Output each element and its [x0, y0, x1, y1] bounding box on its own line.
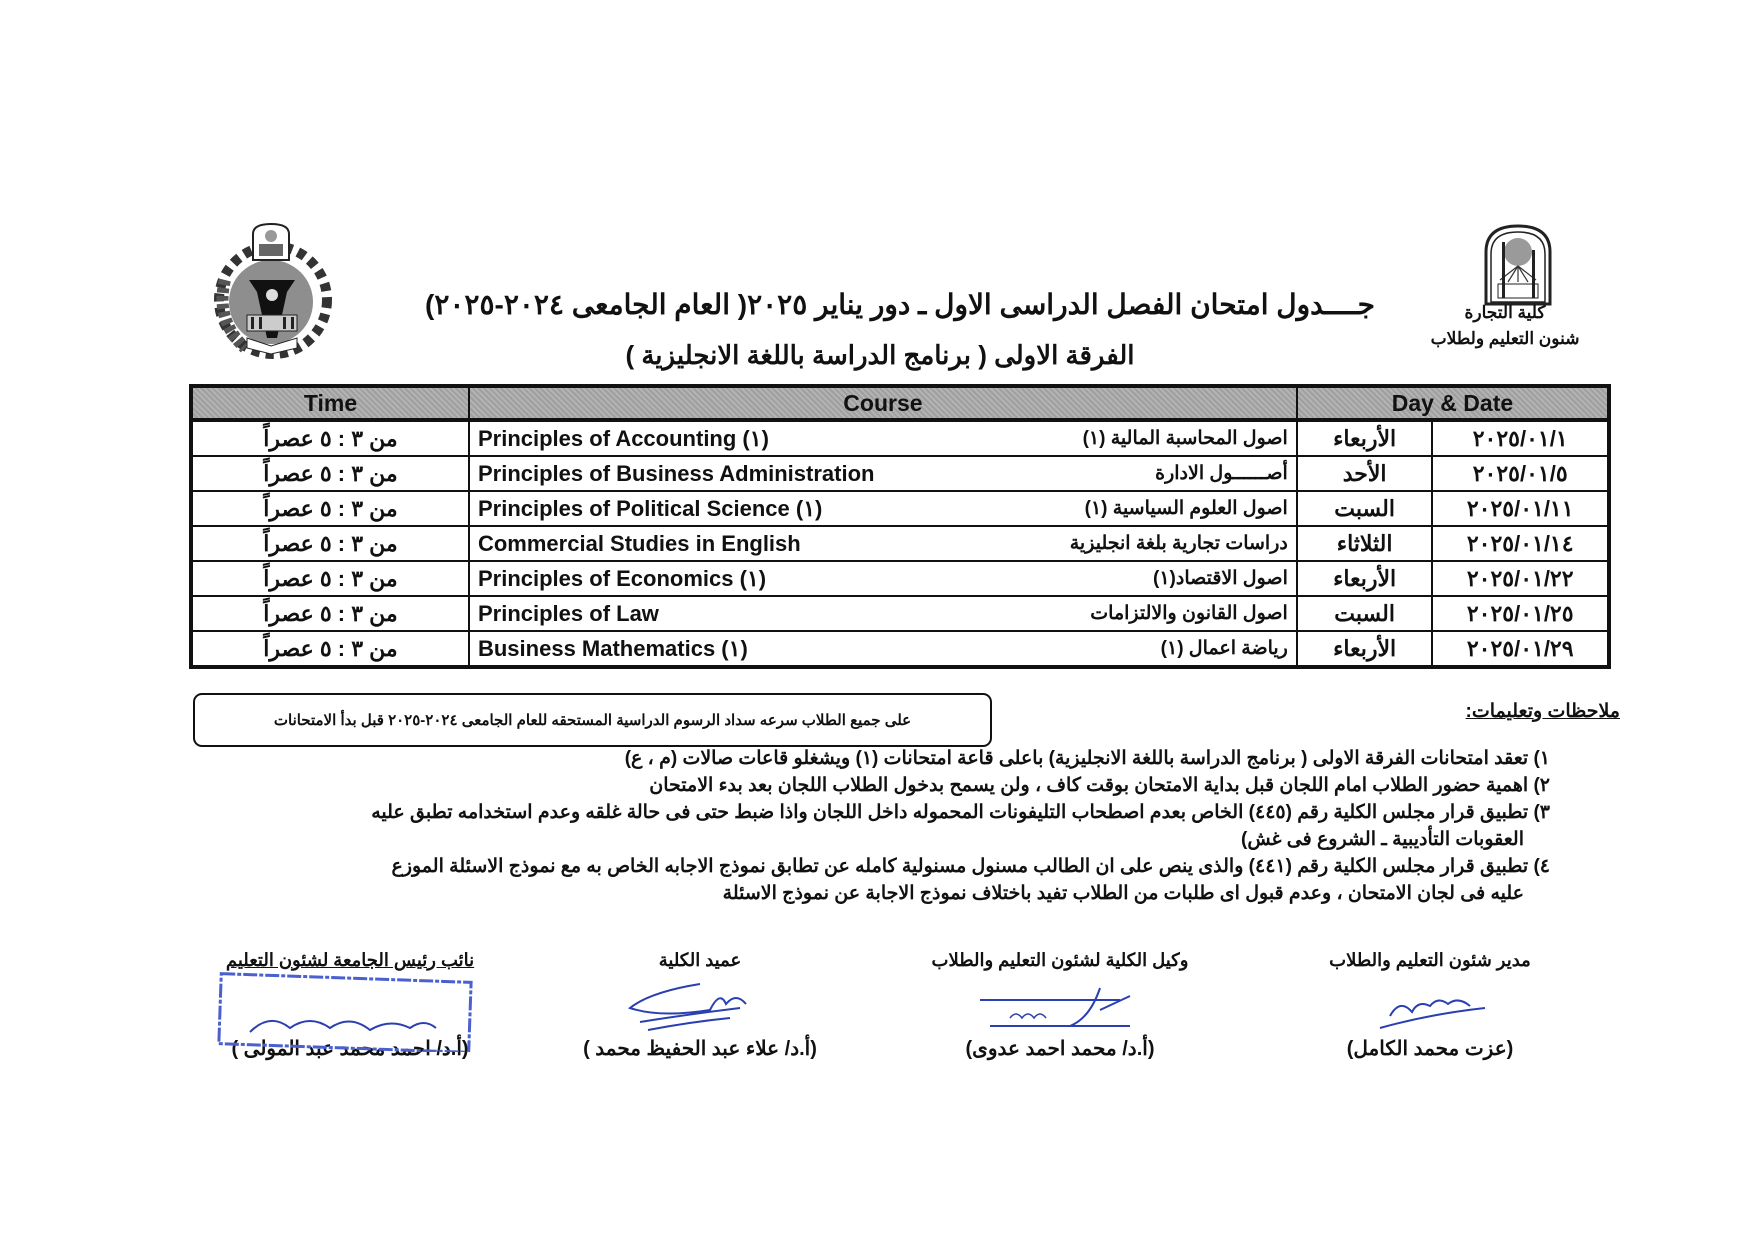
course-name-arabic: اصول القانون والالتزامات — [1090, 603, 1288, 624]
course-name-arabic: اصول الاقتصاد(١) — [1153, 568, 1288, 589]
cell-time: من ٣ : ٥ عصراً — [191, 420, 469, 456]
table-row — [191, 491, 1609, 526]
handwritten-signature-icon — [900, 978, 1220, 1038]
signature-name: (أ.د/ علاء عبد الحفيظ محمد ) — [583, 1038, 817, 1060]
course-name-english: Principles of Law — [477, 600, 659, 626]
table-row — [191, 596, 1609, 631]
course-name-arabic: دراسات تجارية بلغة انجليزية — [1069, 533, 1288, 554]
header-day-date: Day & Date — [1297, 386, 1609, 420]
note-text: تطبيق قرار مجلس الكلية رقم (٤٤١) والذى ينص على ان الطالب مسنول مسنولية كامله عن تطابق نموذج الاجابه الخاص به مع نموذج الاسئلة الموزع — [391, 856, 1529, 877]
cell-course — [469, 561, 1297, 596]
signature-name: (أ.د/ محمد احمد عدوى) — [965, 1038, 1155, 1060]
faculty-name: كلية التجارة — [1464, 303, 1546, 322]
cell-time: من ٣ : ٥ عصراً — [191, 491, 469, 526]
course-name-arabic: اصول المحاسبة المالية (١) — [1082, 428, 1288, 449]
header-course: Course — [469, 386, 1297, 420]
note-text: عليه فى لجان الامتحان ، وعدم قبول اى طلبات من الطلاب تفيد باختلاف نموذج الاجابة عن نموذج الاسئلة — [722, 883, 1524, 904]
note-number: ٢) — [1533, 775, 1550, 796]
cell-day: السبت — [1297, 491, 1433, 526]
table-row — [191, 456, 1609, 491]
page-title: جــــدول امتحان الفصل الدراسى الاول ـ دور يناير ٢٠٢٥( العام الجامعى ٢٠٢٤-٢٠٢٥) — [425, 289, 1375, 320]
cell-date: ٢٠٢٥/٠١/١ — [1432, 420, 1609, 456]
cell-course — [469, 526, 1297, 561]
official-stamp-icon — [190, 972, 510, 1052]
handwritten-signature-icon — [1270, 978, 1590, 1038]
cell-date: ٢٠٢٥/٠١/١٤ — [1432, 526, 1609, 561]
note-line — [190, 826, 1550, 853]
handwritten-signature-icon — [540, 978, 860, 1038]
cell-date: ٢٠٢٥/٠١/١١ — [1432, 491, 1609, 526]
cell-course — [469, 491, 1297, 526]
signature-role: نائب رئيس الجامعة لشئون التعليم — [225, 950, 475, 970]
faculty-block — [1390, 300, 1620, 352]
note-line — [190, 853, 1550, 880]
cell-time: من ٣ : ٥ عصراً — [191, 561, 469, 596]
note-line — [190, 745, 1550, 772]
exam-schedule-table — [189, 384, 1611, 669]
cell-time: من ٣ : ٥ عصراً — [191, 456, 469, 491]
header-time: Time — [191, 386, 469, 420]
signature-role: عميد الكلية — [658, 950, 742, 970]
note-text: تعقد امتحانات الفرقة الاولى ( برنامج الدراسة باللغة الانجليزية) باعلى قاعة امتحانات (١) ويشغلو قاعات صالات (م ، ع) — [624, 748, 1529, 769]
signature-role: وكيل الكلية لشئون التعليم والطلاب — [931, 950, 1189, 970]
cell-time: من ٣ : ٥ عصراً — [191, 526, 469, 561]
cell-date: ٢٠٢٥/٠١/٢٩ — [1432, 631, 1609, 667]
note-number: ٣) — [1533, 802, 1550, 823]
table-row — [191, 631, 1609, 667]
signature-name: (عزت محمد الكامل) — [1346, 1038, 1514, 1060]
signature-vice-president — [190, 950, 510, 1061]
note-line — [190, 772, 1550, 799]
course-name-arabic: أصــــــول الادارة — [1155, 463, 1288, 484]
cell-day: الأربعاء — [1297, 420, 1433, 456]
note-text: العقوبات التأديبية ـ الشروع فى غش) — [1241, 829, 1524, 850]
table-row — [191, 526, 1609, 561]
university-emblem-left — [205, 220, 335, 360]
table-row — [191, 561, 1609, 596]
fee-notice-box — [193, 693, 992, 747]
notes-heading: ملاحظات وتعليمات: — [1465, 701, 1620, 722]
notes-list — [190, 745, 1550, 907]
cell-day: الأربعاء — [1297, 631, 1433, 667]
course-name-english: Principles of Economics (١) — [477, 565, 767, 591]
course-name-arabic: اصول العلوم السياسية (١) — [1084, 498, 1288, 519]
cell-time: من ٣ : ٥ عصراً — [191, 631, 469, 667]
course-name-english: Principles of Political Science (١) — [477, 495, 823, 521]
cell-course — [469, 631, 1297, 667]
course-name-arabic: رياضة اعمال (١) — [1160, 638, 1288, 659]
cell-day: الأربعاء — [1297, 561, 1433, 596]
cell-day: السبت — [1297, 596, 1433, 631]
cell-day: الأحد — [1297, 456, 1433, 491]
course-name-english: Principles of Business Administration — [477, 460, 875, 486]
signature-director — [1270, 950, 1590, 1061]
cell-date: ٢٠٢٥/٠١/٢٢ — [1432, 561, 1609, 596]
cell-time: من ٣ : ٥ عصراً — [191, 596, 469, 631]
cell-date: ٢٠٢٥/٠١/٢٥ — [1432, 596, 1609, 631]
cell-day: الثلاثاء — [1297, 526, 1433, 561]
note-line — [190, 880, 1550, 907]
course-name-english: Commercial Studies in English — [477, 530, 801, 556]
department-name: شنون التعليم ولطلاب — [1430, 329, 1580, 348]
note-text: اهمية حضور الطلاب امام اللجان قبل بداية الامتحان بوقت كاف ، ولن يسمح بدخول الطلاب اللجان بعد بدء الامتحان — [649, 775, 1529, 796]
table-header-row — [191, 386, 1609, 420]
note-text: تطبيق قرار مجلس الكلية رقم (٤٤٥) الخاص بعدم اصطحاب التليفونات المحموله داخل اللجان واذا ضبط حتى فى حالة غلقه وعدم استخدامه تطبق عليه — [371, 802, 1529, 823]
note-number: ٤) — [1533, 856, 1550, 877]
cell-date: ٢٠٢٥/٠١/٥ — [1432, 456, 1609, 491]
cell-course — [469, 456, 1297, 491]
signature-vice-dean — [900, 950, 1220, 1061]
signature-role: مدير شئون التعليم والطلاب — [1329, 950, 1531, 970]
page-subtitle: الفرقة الاولى ( برنامج الدراسة باللغة الانجليزية ) — [625, 340, 1135, 370]
signature-name: (أ.د/ احمد محمد عبد المولى ) — [231, 1038, 469, 1060]
course-name-english: Principles of Accounting (١) — [477, 425, 769, 451]
signature-dean — [540, 950, 860, 1061]
table-body — [191, 420, 1609, 667]
course-name-english: Business Mathematics (١) — [477, 635, 748, 661]
university-logo-right — [1478, 222, 1558, 306]
note-number: ١) — [1533, 748, 1550, 769]
fee-notice-text: على جميع الطلاب سرعه سداد الرسوم الدراسية المستحقه للعام الجامعى ٢٠٢٤-٢٠٢٥ قبل بدأ الامتحانات — [273, 712, 912, 729]
note-line — [190, 799, 1550, 826]
cell-course — [469, 596, 1297, 631]
cell-course — [469, 420, 1297, 456]
table-row — [191, 420, 1609, 456]
